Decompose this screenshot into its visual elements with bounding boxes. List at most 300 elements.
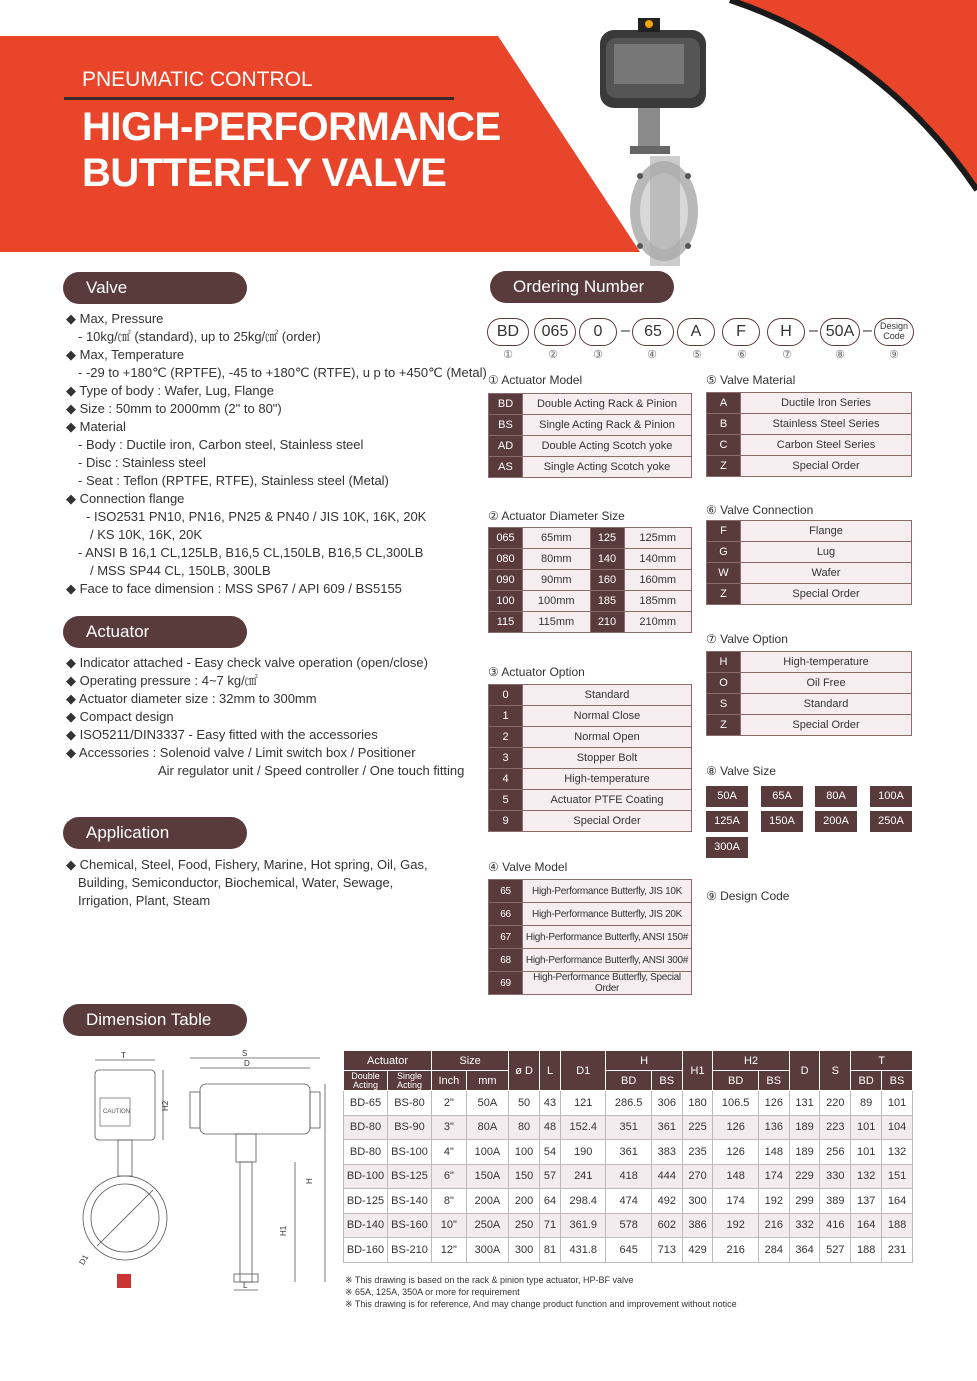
list-item: ◆ Type of body : Wafer, Lug, Flange bbox=[66, 383, 275, 398]
table-cell: BD-100 bbox=[344, 1164, 388, 1189]
note-line: ※ This drawing is for reference, And may change product function and improvement without notice bbox=[345, 1299, 737, 1309]
table-cell: AS bbox=[489, 457, 523, 478]
table-cell: 150 bbox=[509, 1164, 540, 1189]
table-cell: 81 bbox=[539, 1238, 560, 1263]
list-item: ◆ Actuator diameter size : 32mm to 300mm bbox=[66, 691, 317, 706]
column-header: H2 bbox=[713, 1051, 789, 1071]
svg-text:T: T bbox=[121, 1051, 126, 1060]
table-cell: 090 bbox=[489, 570, 523, 591]
code-box: 50A bbox=[820, 318, 860, 346]
table-cell: 4 bbox=[489, 769, 523, 790]
table-cell: 216 bbox=[758, 1213, 789, 1238]
table-cell: 189 bbox=[789, 1140, 820, 1165]
table-cell: 250 bbox=[509, 1213, 540, 1238]
table-row bbox=[344, 1213, 913, 1238]
table-cell: BD-160 bbox=[344, 1238, 388, 1263]
column-header: BD bbox=[606, 1071, 651, 1091]
table-cell: 65mm bbox=[523, 528, 591, 549]
table-cell: 361 bbox=[651, 1115, 682, 1140]
list-item: - Body : Ductile iron, Carbon steel, Stainless steel bbox=[78, 437, 364, 452]
table-cell: 389 bbox=[820, 1189, 851, 1214]
table-cell: 68 bbox=[489, 949, 523, 972]
table-row bbox=[489, 769, 692, 790]
valve-size-chip: 65A bbox=[761, 786, 803, 807]
column-header: Single Acting bbox=[388, 1071, 432, 1091]
table-cell: 2 bbox=[489, 727, 523, 748]
table-row bbox=[489, 457, 692, 478]
table-cell: 6" bbox=[432, 1164, 467, 1189]
table-cell: Stainless Steel Series bbox=[741, 414, 912, 435]
table-cell: 50A bbox=[466, 1091, 508, 1116]
actuator-model-heading: ① Actuator Model bbox=[488, 373, 583, 387]
table-cell: AD bbox=[489, 436, 523, 457]
actuator-option-heading: ③ Actuator Option bbox=[488, 665, 585, 679]
table-cell: 50 bbox=[509, 1091, 540, 1116]
table-row bbox=[489, 949, 692, 972]
table-cell: 416 bbox=[820, 1213, 851, 1238]
table-cell: Special Order bbox=[741, 456, 912, 477]
table-cell: 101 bbox=[851, 1115, 882, 1140]
table-cell: 65 bbox=[489, 880, 523, 903]
table-cell: High-Performance Butterfly, ANSI 300# bbox=[523, 949, 692, 972]
table-cell: Oil Free bbox=[741, 673, 912, 694]
valve-model-heading: ④ Valve Model bbox=[488, 860, 568, 874]
svg-text:H2: H2 bbox=[161, 1100, 170, 1111]
table-cell: 125 bbox=[590, 528, 624, 549]
table-cell: 231 bbox=[882, 1238, 913, 1263]
table-cell: 8" bbox=[432, 1189, 467, 1214]
column-header: L bbox=[539, 1051, 560, 1091]
column-header: Size bbox=[432, 1051, 509, 1071]
table-cell: 351 bbox=[606, 1115, 651, 1140]
valve-size-chip: 100A bbox=[870, 786, 912, 807]
table-cell: 150A bbox=[466, 1164, 508, 1189]
table-cell: Flange bbox=[741, 521, 912, 542]
code-number: ⑦ bbox=[782, 349, 792, 361]
code-number: ④ bbox=[647, 349, 657, 361]
table-row bbox=[489, 591, 692, 612]
column-header: BD bbox=[713, 1071, 758, 1091]
valve-size-chip: 300A bbox=[706, 837, 748, 858]
table-cell: 131 bbox=[789, 1091, 820, 1116]
table-cell: BS-210 bbox=[388, 1238, 432, 1263]
code-box: BD bbox=[487, 318, 529, 346]
table-cell: 602 bbox=[651, 1213, 682, 1238]
table-cell: H bbox=[707, 652, 741, 673]
table-cell: BD-80 bbox=[344, 1115, 388, 1140]
table-row bbox=[707, 715, 912, 736]
table-cell: 126 bbox=[713, 1140, 758, 1165]
column-header: ø D bbox=[509, 1051, 540, 1091]
table-cell: 298.4 bbox=[561, 1189, 606, 1214]
note-line: ※ 65A, 125A, 350A or more for requirement bbox=[345, 1287, 520, 1297]
table-cell: 151 bbox=[882, 1164, 913, 1189]
table-row bbox=[344, 1140, 913, 1165]
table-cell: 10" bbox=[432, 1213, 467, 1238]
table-cell: 474 bbox=[606, 1189, 651, 1214]
svg-text:H: H bbox=[305, 1178, 314, 1184]
table-cell: BS-100 bbox=[388, 1140, 432, 1165]
table-cell: 645 bbox=[606, 1238, 651, 1263]
valve-size-chip: 50A bbox=[706, 786, 748, 807]
table-cell: 418 bbox=[606, 1164, 651, 1189]
table-row bbox=[489, 811, 692, 832]
table-cell: 2" bbox=[432, 1091, 467, 1116]
list-item: ◆ Max, Pressure bbox=[66, 311, 164, 326]
table-cell: BD-125 bbox=[344, 1189, 388, 1214]
table-cell: 188 bbox=[882, 1213, 913, 1238]
table-cell: 164 bbox=[882, 1189, 913, 1214]
column-header: BS bbox=[651, 1071, 682, 1091]
code-number: ⑧ bbox=[835, 349, 845, 361]
table-cell: 527 bbox=[820, 1238, 851, 1263]
valve-material-heading: ⑤ Valve Material bbox=[706, 373, 796, 387]
table-cell: 3" bbox=[432, 1115, 467, 1140]
table-cell: Actuator PTFE Coating bbox=[523, 790, 692, 811]
table-cell: 429 bbox=[682, 1238, 713, 1263]
table-cell: 578 bbox=[606, 1213, 651, 1238]
header-rule bbox=[64, 97, 454, 100]
list-item: ◆ Connection flange bbox=[66, 491, 185, 506]
list-item: Air regulator unit / Speed controller / One touch fitting bbox=[158, 763, 465, 778]
table-row bbox=[489, 415, 692, 436]
table-cell: 126 bbox=[713, 1115, 758, 1140]
table-cell: 200 bbox=[509, 1189, 540, 1214]
list-item: - ANSI B 16,1 CL,125LB, B16,5 CL,150LB, B16,5 CL,300LB bbox=[78, 545, 424, 560]
table-row bbox=[489, 685, 692, 706]
table-cell: 9 bbox=[489, 811, 523, 832]
table-cell: F bbox=[707, 521, 741, 542]
table-cell: Wafer bbox=[741, 563, 912, 584]
table-cell: Ductile Iron Series bbox=[741, 393, 912, 414]
actuator-diameter-table bbox=[488, 527, 692, 633]
table-cell: High-temperature bbox=[741, 652, 912, 673]
valve-heading: Valve bbox=[63, 272, 247, 304]
list-item: / MSS SP44 CL, 150LB, 300LB bbox=[90, 563, 271, 578]
table-row bbox=[707, 694, 912, 715]
table-cell: 330 bbox=[820, 1164, 851, 1189]
table-cell: 189 bbox=[789, 1115, 820, 1140]
table-cell: 64 bbox=[539, 1189, 560, 1214]
list-item: - 10kg/㎠ (standard), up to 25kg/㎠ (order) bbox=[78, 329, 321, 344]
table-cell: 200A bbox=[466, 1189, 508, 1214]
table-cell: 115 bbox=[489, 612, 523, 633]
table-cell: Double Acting Scotch yoke bbox=[523, 436, 692, 457]
table-cell: 100A bbox=[466, 1140, 508, 1165]
list-item: ◆ Indicator attached - Easy check valve operation (open/close) bbox=[66, 655, 428, 670]
table-cell: 5 bbox=[489, 790, 523, 811]
table-cell: 126 bbox=[758, 1091, 789, 1116]
list-item: ◆ Compact design bbox=[66, 709, 174, 724]
table-cell: 185 bbox=[590, 591, 624, 612]
column-header: BS bbox=[882, 1071, 913, 1091]
table-cell: Single Acting Scotch yoke bbox=[523, 457, 692, 478]
table-cell: Lug bbox=[741, 542, 912, 563]
table-cell: BD-80 bbox=[344, 1140, 388, 1165]
table-cell: Standard bbox=[523, 685, 692, 706]
column-header: Actuator bbox=[344, 1051, 432, 1071]
valve-option-heading: ⑦ Valve Option bbox=[706, 632, 788, 646]
table-cell: 160mm bbox=[624, 570, 692, 591]
list-item: ◆ Operating pressure : 4~7 kg/㎠ bbox=[66, 673, 258, 688]
table-row bbox=[344, 1091, 913, 1116]
code-number: ⑥ bbox=[737, 349, 747, 361]
svg-text:H1: H1 bbox=[279, 1225, 288, 1236]
table-cell: 065 bbox=[489, 528, 523, 549]
column-header: T bbox=[851, 1051, 913, 1071]
table-cell: 185mm bbox=[624, 591, 692, 612]
table-cell: 220 bbox=[820, 1091, 851, 1116]
table-cell: 210 bbox=[590, 612, 624, 633]
table-cell: 192 bbox=[758, 1189, 789, 1214]
column-header: H1 bbox=[682, 1051, 713, 1091]
table-cell: 270 bbox=[682, 1164, 713, 1189]
table-cell: Normal Close bbox=[523, 706, 692, 727]
table-cell: 444 bbox=[651, 1164, 682, 1189]
table-cell: 100 bbox=[509, 1140, 540, 1165]
actuator-option-table bbox=[488, 684, 692, 832]
valve-connection-heading: ⑥ Valve Connection bbox=[706, 503, 814, 517]
table-cell: High-Performance Butterfly, ANSI 150# bbox=[523, 926, 692, 949]
valve-size-chip: 80A bbox=[815, 786, 857, 807]
table-row bbox=[707, 563, 912, 584]
table-cell: 89 bbox=[851, 1091, 882, 1116]
table-row bbox=[489, 394, 692, 415]
column-header: Inch bbox=[432, 1071, 467, 1091]
table-row bbox=[489, 880, 692, 903]
table-cell: 216 bbox=[713, 1238, 758, 1263]
dimension-drawing bbox=[70, 1048, 340, 1296]
table-cell: B bbox=[707, 414, 741, 435]
table-row bbox=[344, 1238, 913, 1263]
table-cell: 101 bbox=[851, 1140, 882, 1165]
dimension-heading: Dimension Table bbox=[63, 1004, 247, 1036]
table-cell: 54 bbox=[539, 1140, 560, 1165]
table-cell: 229 bbox=[789, 1164, 820, 1189]
list-item: - ISO2531 PN10, PN16, PN25 & PN40 / JIS 10K, 16K, 20K bbox=[86, 509, 427, 524]
svg-text:D: D bbox=[244, 1059, 250, 1068]
table-cell: Z bbox=[707, 456, 741, 477]
table-cell: BD-65 bbox=[344, 1091, 388, 1116]
list-item: ◆ Chemical, Steel, Food, Fishery, Marine, Hot spring, Oil, Gas, bbox=[66, 857, 428, 872]
table-cell: 132 bbox=[851, 1164, 882, 1189]
table-row bbox=[707, 414, 912, 435]
table-cell: 364 bbox=[789, 1238, 820, 1263]
table-cell: 223 bbox=[820, 1115, 851, 1140]
table-cell: 713 bbox=[651, 1238, 682, 1263]
table-cell: 152.4 bbox=[561, 1115, 606, 1140]
list-item: ◆ Accessories : Solenoid valve / Limit switch box / Positioner bbox=[66, 745, 416, 760]
code-box: H bbox=[767, 318, 805, 346]
table-cell: 256 bbox=[820, 1140, 851, 1165]
table-cell: Special Order bbox=[741, 584, 912, 605]
code-box: F bbox=[722, 318, 760, 346]
column-header: D bbox=[789, 1051, 820, 1091]
table-cell: Carbon Steel Series bbox=[741, 435, 912, 456]
valve-size-chip: 150A bbox=[761, 811, 803, 832]
list-item: - Disc : Stainless steel bbox=[78, 455, 206, 470]
table-cell: 101 bbox=[882, 1091, 913, 1116]
table-row bbox=[489, 706, 692, 727]
code-number: ① bbox=[503, 349, 513, 361]
table-row bbox=[707, 542, 912, 563]
table-cell: 284 bbox=[758, 1238, 789, 1263]
table-cell: 148 bbox=[713, 1164, 758, 1189]
table-cell: Z bbox=[707, 584, 741, 605]
code-number: ⑨ bbox=[889, 349, 899, 361]
table-cell: 300 bbox=[682, 1189, 713, 1214]
table-cell: 12" bbox=[432, 1238, 467, 1263]
table-cell: 48 bbox=[539, 1115, 560, 1140]
table-cell: BS-140 bbox=[388, 1189, 432, 1214]
column-header: S bbox=[820, 1051, 851, 1091]
table-cell: 190 bbox=[561, 1140, 606, 1165]
valve-size-chip: 125A bbox=[706, 811, 748, 832]
table-cell: 67 bbox=[489, 926, 523, 949]
table-cell: 115mm bbox=[523, 612, 591, 633]
table-cell: 164 bbox=[851, 1213, 882, 1238]
table-cell: BD-140 bbox=[344, 1213, 388, 1238]
table-cell: BS bbox=[489, 415, 523, 436]
table-cell: 300 bbox=[509, 1238, 540, 1263]
table-cell: Stopper Bolt bbox=[523, 748, 692, 769]
table-cell: High-temperature bbox=[523, 769, 692, 790]
table-cell: Single Acting Rack & Pinion bbox=[523, 415, 692, 436]
title-line-2: BUTTERFLY VALVE bbox=[82, 151, 447, 195]
table-cell: 386 bbox=[682, 1213, 713, 1238]
list-item: ◆ Max, Temperature bbox=[66, 347, 185, 362]
table-cell: Special Order bbox=[741, 715, 912, 736]
list-item: / KS 10K, 16K, 20K bbox=[90, 527, 203, 542]
table-cell: 250A bbox=[466, 1213, 508, 1238]
table-row bbox=[707, 673, 912, 694]
application-heading: Application bbox=[63, 817, 247, 849]
table-cell: 100 bbox=[489, 591, 523, 612]
table-row bbox=[707, 584, 912, 605]
actuator-diameter-heading: ② Actuator Diameter Size bbox=[488, 509, 625, 523]
ordering-code-row: BD 065 0 – 65 A F H – 50A – Design Code bbox=[487, 318, 917, 346]
column-header: Double Acting bbox=[344, 1071, 388, 1091]
table-row bbox=[489, 528, 692, 549]
dimension-notes bbox=[345, 1274, 737, 1310]
code-box: A bbox=[677, 318, 715, 346]
table-cell: 299 bbox=[789, 1189, 820, 1214]
table-cell: 4" bbox=[432, 1140, 467, 1165]
table-cell: A bbox=[707, 393, 741, 414]
table-row bbox=[489, 972, 692, 995]
code-box: 0 bbox=[579, 318, 617, 346]
actuator-model-table bbox=[488, 393, 692, 478]
table-cell: 361.9 bbox=[561, 1213, 606, 1238]
table-cell: 136 bbox=[758, 1115, 789, 1140]
list-item: ◆ Face to face dimension : MSS SP67 / API 609 / BS5155 bbox=[66, 581, 402, 596]
table-row bbox=[707, 435, 912, 456]
list-item: Building, Semiconductor, Biochemical, Water, Sewage, bbox=[78, 875, 394, 890]
table-cell: 104 bbox=[882, 1115, 913, 1140]
design-code-box: Design Code bbox=[874, 318, 914, 346]
valve-size-chip: 250A bbox=[870, 811, 912, 832]
table-cell: 69 bbox=[489, 972, 523, 995]
valve-spec-list bbox=[66, 310, 487, 598]
table-row bbox=[489, 748, 692, 769]
table-cell: BS-80 bbox=[388, 1091, 432, 1116]
table-cell: 80A bbox=[466, 1115, 508, 1140]
table-cell: 431.8 bbox=[561, 1238, 606, 1263]
table-cell: 225 bbox=[682, 1115, 713, 1140]
column-header: mm bbox=[466, 1071, 508, 1091]
table-cell: 43 bbox=[539, 1091, 560, 1116]
table-cell: 306 bbox=[651, 1091, 682, 1116]
list-item: ◆ Material bbox=[66, 419, 126, 434]
table-cell: 80 bbox=[509, 1115, 540, 1140]
table-cell: 106.5 bbox=[713, 1091, 758, 1116]
ordering-heading: Ordering Number bbox=[490, 271, 674, 303]
table-cell: Normal Open bbox=[523, 727, 692, 748]
table-cell bbox=[344, 1051, 913, 1071]
table-cell: High-Performance Butterfly, JIS 20K bbox=[523, 903, 692, 926]
table-row bbox=[489, 570, 692, 591]
table-cell: 192 bbox=[713, 1213, 758, 1238]
table-row bbox=[489, 612, 692, 633]
table-row bbox=[707, 456, 912, 477]
table-cell: High-Performance Butterfly, JIS 10K bbox=[523, 880, 692, 903]
column-header: D1 bbox=[561, 1051, 606, 1091]
list-item: ◆ ISO5211/DIN3337 - Easy fitted with the accessories bbox=[66, 727, 378, 742]
design-code-heading: ⑨ Design Code bbox=[706, 889, 790, 903]
svg-text:S: S bbox=[242, 1049, 248, 1058]
table-row bbox=[489, 790, 692, 811]
table-cell: 241 bbox=[561, 1164, 606, 1189]
svg-text:L: L bbox=[243, 1281, 248, 1290]
table-cell: 3 bbox=[489, 748, 523, 769]
table-cell: 286.5 bbox=[606, 1091, 651, 1116]
table-cell: 90mm bbox=[523, 570, 591, 591]
dimension-table bbox=[343, 1050, 913, 1263]
table-row bbox=[489, 727, 692, 748]
svg-text:D1: D1 bbox=[77, 1253, 91, 1267]
table-cell: 140mm bbox=[624, 549, 692, 570]
table-cell: 383 bbox=[651, 1140, 682, 1165]
table-cell: Special Order bbox=[523, 811, 692, 832]
table-cell: O bbox=[707, 673, 741, 694]
table-cell: 174 bbox=[758, 1164, 789, 1189]
table-cell: C bbox=[707, 435, 741, 456]
code-number: ③ bbox=[593, 349, 603, 361]
table-cell: 235 bbox=[682, 1140, 713, 1165]
valve-connection-table bbox=[706, 520, 912, 605]
page-title bbox=[82, 104, 501, 196]
table-row bbox=[344, 1115, 913, 1140]
table-cell: 0 bbox=[489, 685, 523, 706]
table-row bbox=[489, 926, 692, 949]
table-cell: 188 bbox=[851, 1238, 882, 1263]
table-row bbox=[707, 393, 912, 414]
table-cell: 71 bbox=[539, 1213, 560, 1238]
table-cell: 132 bbox=[882, 1140, 913, 1165]
valve-material-table bbox=[706, 392, 912, 477]
table-cell: 300A bbox=[466, 1238, 508, 1263]
valve-model-table bbox=[488, 879, 692, 995]
valve-size-heading: ⑧ Valve Size bbox=[706, 764, 776, 778]
table-cell: 140 bbox=[590, 549, 624, 570]
list-item: - Seat : Teflon (RPTFE, RTFE), Stainless steel (Metal) bbox=[78, 473, 389, 488]
table-cell: G bbox=[707, 542, 741, 563]
code-number: ② bbox=[548, 349, 558, 361]
table-cell: 100mm bbox=[523, 591, 591, 612]
table-cell: 137 bbox=[851, 1189, 882, 1214]
table-cell: BS-90 bbox=[388, 1115, 432, 1140]
table-cell: 80mm bbox=[523, 549, 591, 570]
